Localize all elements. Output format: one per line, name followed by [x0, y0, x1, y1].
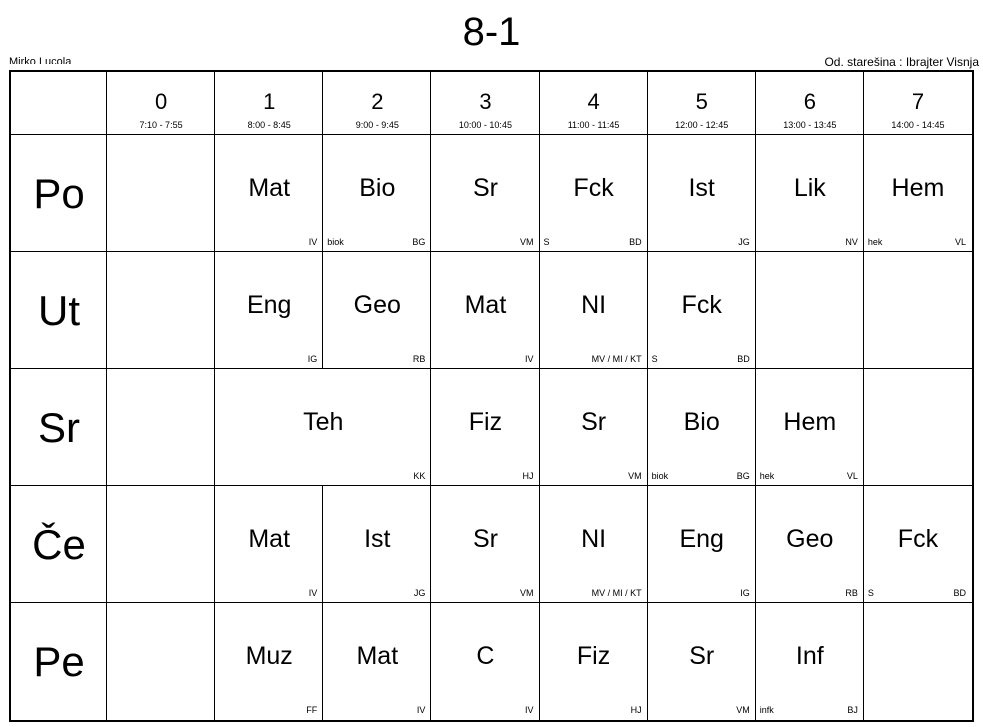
lesson-room: S	[651, 354, 658, 364]
lesson-cell[interactable]	[756, 369, 864, 486]
lesson-room: hek	[759, 471, 775, 481]
lesson-cell[interactable]	[323, 252, 431, 369]
lesson-teacher: BD	[737, 354, 750, 364]
period-header	[323, 72, 431, 135]
lesson-teacher: VL	[954, 237, 966, 247]
lesson-subject: NI	[581, 291, 607, 319]
lesson-cell[interactable]	[540, 135, 648, 252]
lesson-teacher: IG	[307, 354, 318, 364]
lesson-subject: Inf	[795, 642, 824, 670]
lesson-teacher: BD	[953, 588, 966, 598]
period-header	[431, 72, 539, 135]
lesson-subject: C	[476, 642, 495, 670]
school-name: Mirko Lucola	[9, 56, 72, 64]
period-number: 1	[263, 89, 276, 114]
lesson-subject: Fiz	[468, 408, 503, 436]
lesson-teacher: VM	[520, 588, 534, 598]
lesson-teacher: VM	[520, 237, 534, 247]
period-number: 2	[371, 89, 384, 114]
lesson-subject: Bio	[683, 408, 720, 436]
lesson-cell[interactable]	[431, 135, 539, 252]
lesson-subject: Sr	[689, 642, 715, 670]
period-time: 11:00 - 11:45	[567, 120, 620, 130]
lesson-cell[interactable]	[756, 135, 864, 252]
day-label: Ut	[38, 287, 80, 334]
period-number: 7	[911, 89, 925, 114]
lesson-subject: Muz	[245, 642, 293, 670]
lesson-subject: Fck	[681, 291, 722, 319]
period-time: 14:00 - 14:45	[891, 120, 945, 130]
lesson-cell[interactable]	[323, 135, 431, 252]
lesson-room: infk	[759, 705, 774, 715]
period-number: 0	[154, 89, 168, 114]
lesson-teacher: FF	[306, 705, 318, 715]
timetable-grid	[9, 70, 974, 722]
lesson-subject: Mat	[356, 642, 399, 670]
lesson-cell[interactable]	[540, 486, 648, 603]
lesson-cell[interactable]	[431, 252, 539, 369]
period-number: 3	[479, 89, 492, 114]
homeroom-teacher: Od. starešina : Ibrajter Visnja	[824, 55, 979, 69]
day-label: Pe	[33, 638, 85, 685]
lesson-room: biok	[651, 471, 669, 481]
lesson-cell[interactable]	[323, 603, 431, 720]
lesson-subject: Teh	[303, 408, 344, 436]
lesson-teacher: IG	[740, 588, 750, 598]
day-label: Sr	[38, 404, 80, 451]
lesson-subject: Eng	[679, 525, 724, 553]
lesson-subject: Lik	[793, 174, 826, 202]
period-number: 4	[587, 89, 600, 114]
lesson-teacher: HJ	[522, 471, 534, 481]
lesson-subject: Sr	[581, 408, 607, 436]
lesson-cell[interactable]	[431, 486, 539, 603]
period-time: 9:00 - 9:45	[355, 120, 399, 130]
lesson-subject: Mat	[248, 525, 291, 553]
lesson-cell[interactable]	[540, 603, 648, 720]
period-header	[864, 72, 972, 135]
lesson-room: S	[867, 588, 874, 598]
lesson-room: S	[543, 237, 550, 247]
lesson-subject: Hem	[891, 174, 945, 202]
lesson-cell[interactable]	[648, 252, 756, 369]
lesson-subject: NI	[581, 525, 607, 553]
lesson-cell[interactable]	[431, 603, 539, 720]
lesson-teacher: IV	[416, 705, 426, 715]
lesson-cell[interactable]	[215, 603, 323, 720]
lesson-subject: Bio	[359, 174, 396, 202]
lesson-cell[interactable]	[215, 486, 323, 603]
lesson-teacher: MV / MI / KT	[591, 588, 642, 598]
lesson-teacher: BJ	[847, 705, 858, 715]
lesson-subject: Sr	[472, 174, 498, 202]
lesson-cell[interactable]	[864, 486, 972, 603]
lesson-teacher: KK	[413, 471, 426, 481]
period-time: 13:00 - 13:45	[783, 120, 837, 130]
lesson-cell[interactable]	[215, 135, 323, 252]
day-label: Če	[32, 521, 86, 568]
grid-column-divider	[863, 252, 864, 369]
period-time: 12:00 - 12:45	[675, 120, 729, 130]
lesson-subject: Fck	[573, 174, 614, 202]
lesson-subject: Mat	[248, 174, 291, 202]
lesson-cell[interactable]	[431, 369, 539, 486]
lesson-subject: Geo	[353, 291, 401, 319]
lesson-teacher: HJ	[630, 705, 642, 715]
lesson-teacher: VL	[846, 471, 858, 481]
lesson-room: biok	[327, 237, 344, 247]
period-header	[107, 72, 215, 135]
lesson-cell[interactable]	[215, 369, 431, 486]
lesson-teacher: IV	[308, 237, 318, 247]
lesson-cell[interactable]	[648, 135, 756, 252]
lesson-teacher: MV / MI / KT	[591, 354, 642, 364]
period-header	[215, 72, 323, 135]
lesson-teacher: IV	[308, 588, 318, 598]
period-number: 6	[803, 89, 816, 114]
lesson-subject: Mat	[464, 291, 507, 319]
lesson-teacher: VM	[628, 471, 642, 481]
lesson-subject: Geo	[786, 525, 834, 553]
lesson-subject: Eng	[246, 291, 292, 319]
period-time: 10:00 - 10:45	[458, 120, 512, 130]
lesson-room: hek	[867, 237, 883, 247]
lesson-teacher: IV	[524, 705, 534, 715]
lesson-teacher: VM	[736, 705, 750, 715]
lesson-subject: Ist	[688, 174, 715, 202]
lesson-cell[interactable]	[648, 603, 756, 720]
lesson-cell[interactable]	[540, 252, 648, 369]
lesson-cell[interactable]	[215, 252, 323, 369]
lesson-cell[interactable]	[323, 486, 431, 603]
lesson-teacher: NV	[845, 237, 858, 247]
period-header	[756, 72, 864, 135]
lesson-subject: Hem	[783, 408, 837, 436]
period-header	[540, 72, 648, 135]
lesson-subject: Ist	[364, 525, 391, 553]
day-label: Po	[33, 170, 85, 217]
lesson-teacher: JG	[738, 237, 750, 247]
lesson-teacher: JG	[413, 588, 426, 598]
lesson-subject: Fiz	[576, 642, 611, 670]
lesson-teacher: IV	[524, 354, 534, 364]
lesson-teacher: RB	[845, 588, 858, 598]
period-time: 7:10 - 7:55	[139, 120, 183, 130]
lesson-cell[interactable]	[756, 486, 864, 603]
period-time: 8:00 - 8:45	[247, 120, 291, 130]
class-title: 8-1	[462, 10, 521, 54]
lesson-subject: Sr	[472, 525, 498, 553]
lesson-cell[interactable]	[648, 369, 756, 486]
lesson-teacher: RB	[412, 354, 426, 364]
lesson-teacher: BG	[412, 237, 426, 247]
lesson-teacher: BG	[736, 471, 750, 481]
period-header	[648, 72, 756, 135]
lesson-teacher: BD	[629, 237, 642, 247]
lesson-cell[interactable]	[756, 603, 864, 720]
period-number: 5	[695, 89, 708, 114]
lesson-cell[interactable]	[648, 486, 756, 603]
lesson-cell[interactable]	[864, 135, 972, 252]
lesson-cell[interactable]	[540, 369, 648, 486]
lesson-subject: Fck	[897, 525, 939, 553]
